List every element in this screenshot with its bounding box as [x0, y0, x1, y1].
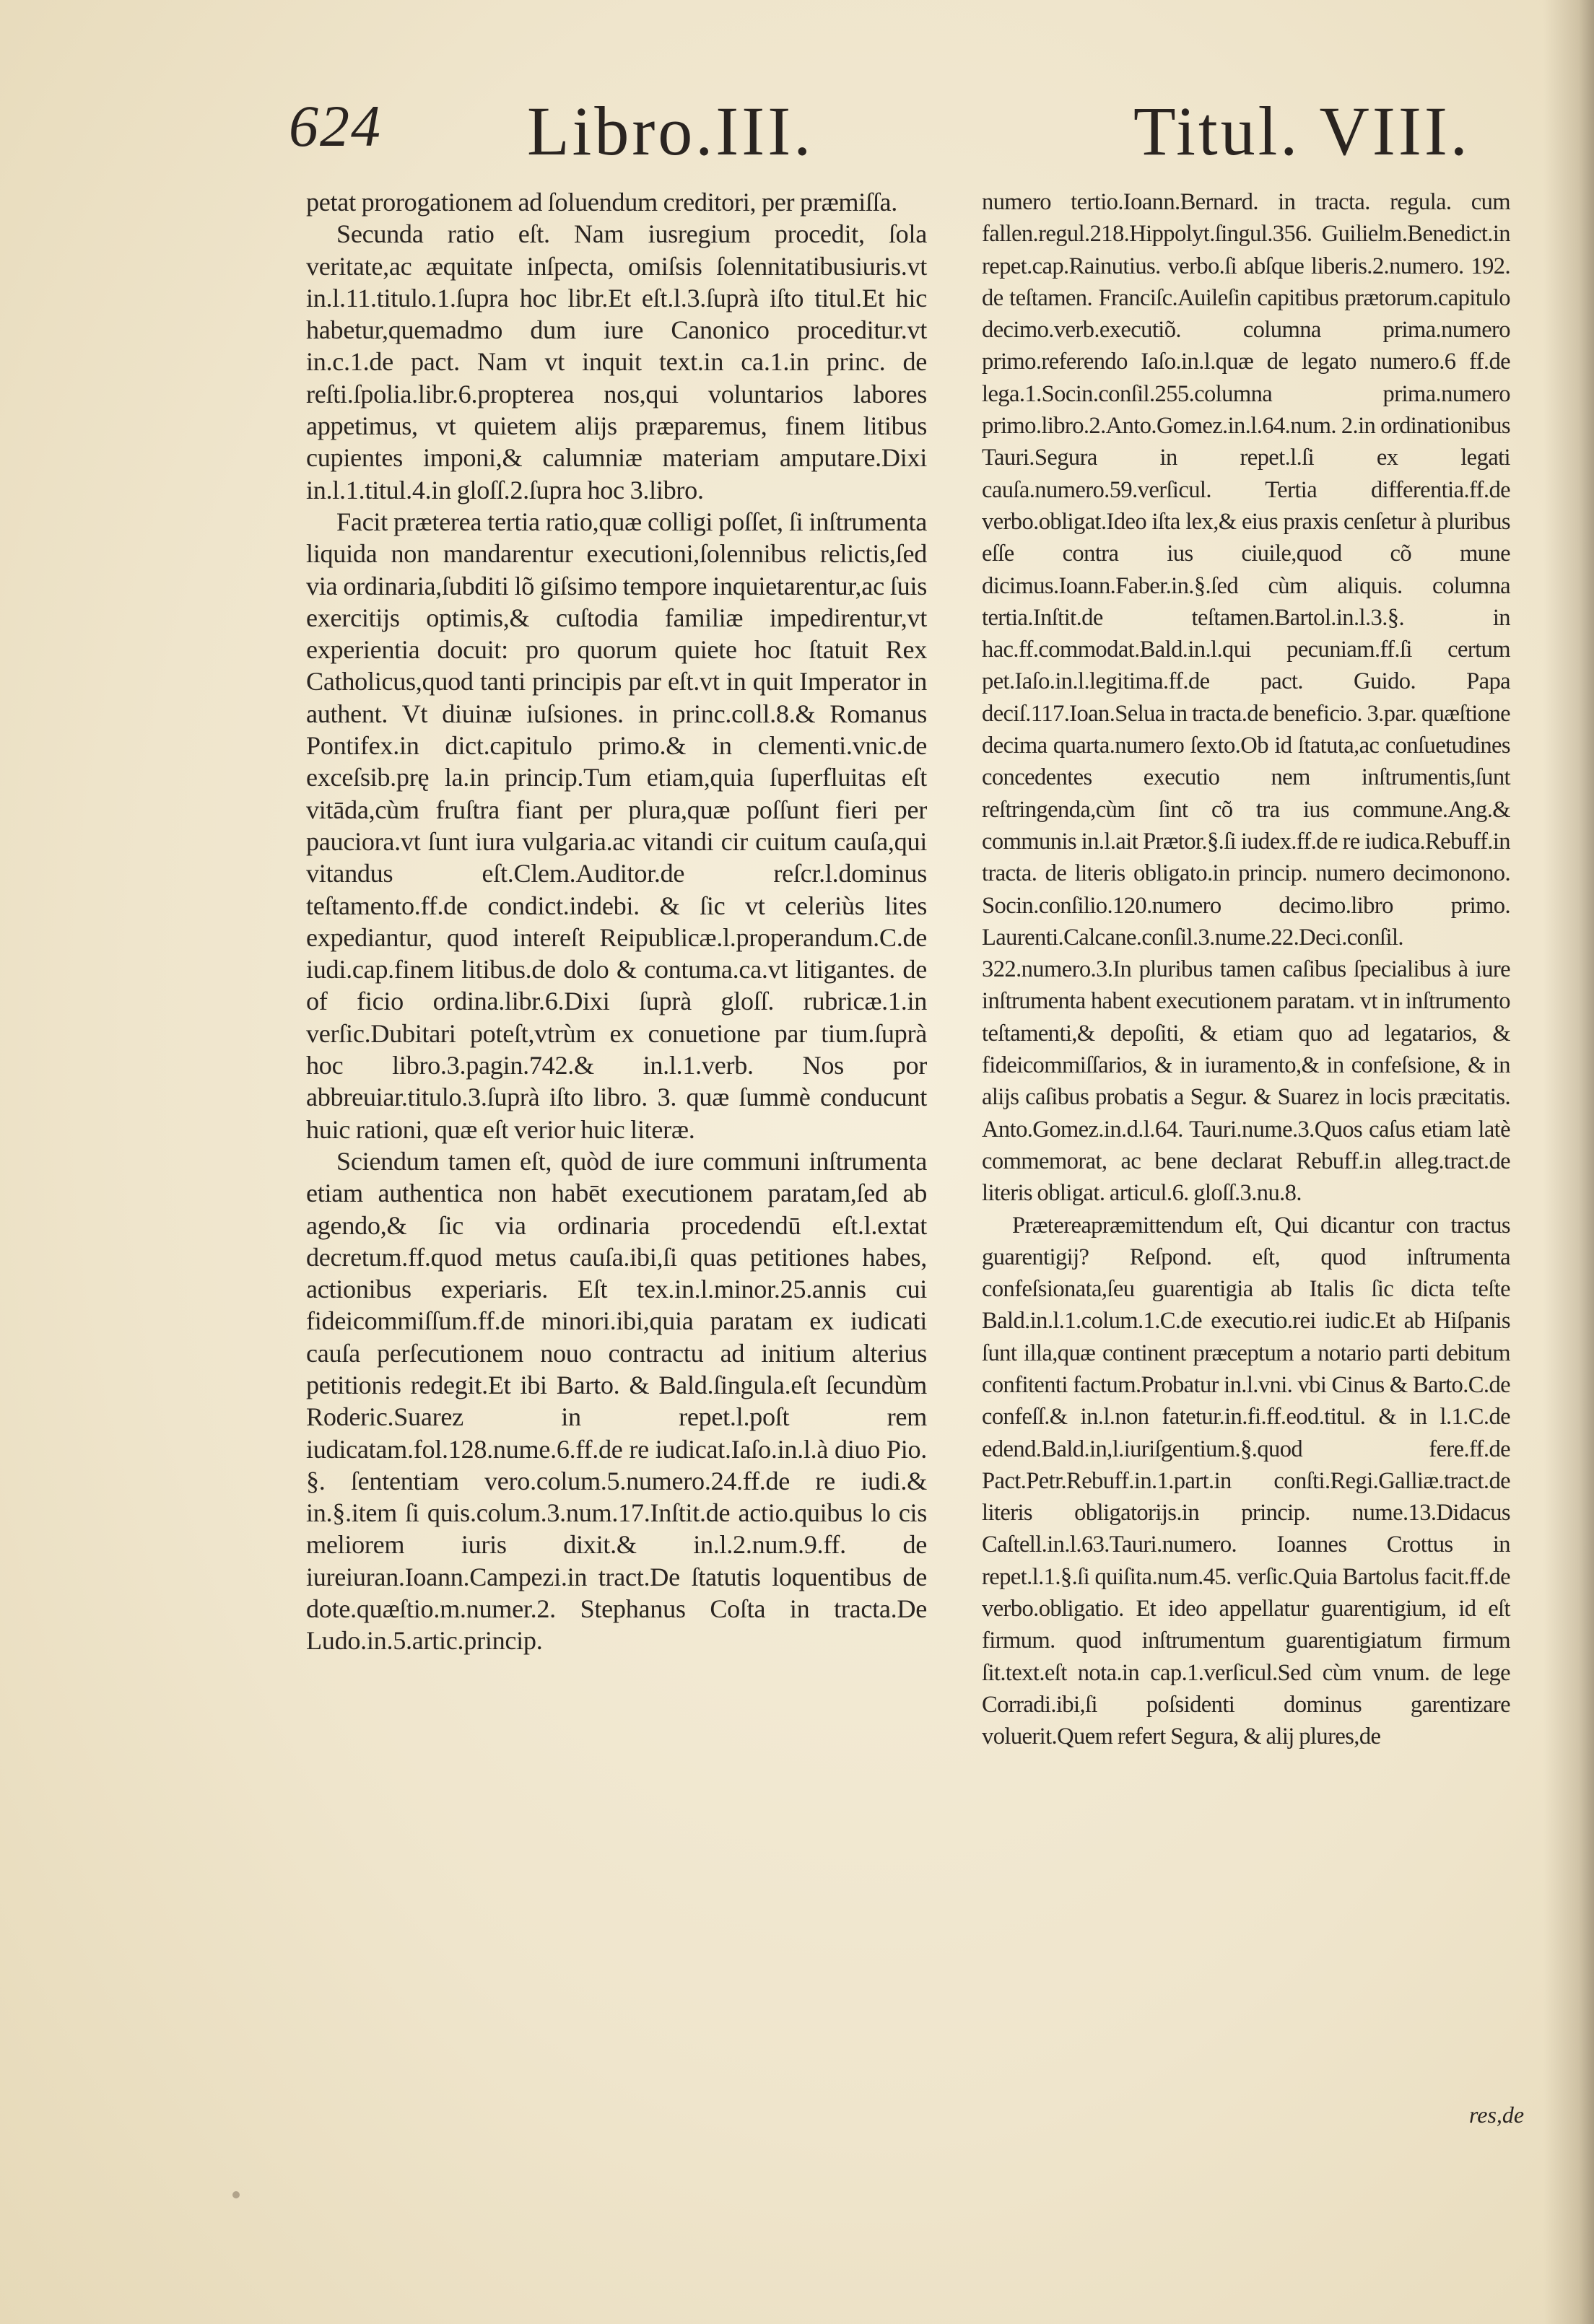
- page-number: 624: [289, 93, 382, 159]
- gutter-shadow: [1543, 0, 1594, 2324]
- left-column: [306, 186, 927, 1657]
- paper-speck: [232, 2191, 240, 2198]
- paragraph: petat prorogationem ad ſoluendum creditori, per præmiſſa.: [306, 188, 898, 217]
- running-header: [289, 78, 1480, 179]
- header-title: Titul. VIII.: [1133, 92, 1471, 170]
- paragraph: Secunda ratio eſt. Nam iusregium procedit, ſola veritate,ac æquitate inſpecta, omiſsis ſolennitatibusiuris.vt in.l.11.titulo.1.ſupra hoc libr.Et eſt.l.3.ſuprà iſto titul.Et hic habetur,quemadmo dum iure Canonico proceditur.vt in.c.1.de pact. Nam vt inquit text.in ca.1.in princ. de reſti.ſpolia.libr.6.propterea nos,qui voluntarios labores appetimus, vt quietem alijs præparemus, finem litibus cupientes imponi,& calumniæ materiam amputare.Dixi in.l.1.titul.4.in gloſſ.2.ſupra hoc 3.libro.: [306, 219, 927, 504]
- header-book: Libro.III.: [527, 92, 814, 170]
- catchword: res,de: [1469, 2102, 1525, 2128]
- paragraph: numero tertio.Ioann.Bernard. in tracta. regula. cum fallen.regul.218.Hippolyt.ſingul.356. Guilielm.Benedict.in repet.cap.Rainutius. verbo.ſi abſque liberis.2.numero. 192. de teſtamen. Franciſc.Auileſin capitibus prætorum.capitulo decimo.verb.executiõ. columna prima.numero primo.referendo Iaſo.in.l.quæ de legato numero.6 ff.de lega.1.Socin.conſil.255.columna prima.numero primo.libro.2.Anto.Gomez.in.l.64.num. 2.in ordinationibus Tauri.Segura in repet.l.ſi ex legati cauſa.numero.59.verſicul. Tertia differentia.ff.de verbo.obligat.Ideo iſta lex,& eius praxis cenſetur à pluribus eſſe contra ius ciuile,quod cõ mune dicimus.Ioann.Faber.in.§.ſed cùm aliquis. columna tertia.Inſtit.de teſtamen.Bartol.in.l.3.§. in hac.ff.commodat.Bald.in.l.qui pecuniam.ff.ſi certum pet.Iaſo.in.l.legitima.ff.de pact. Guido. Papa deciſ.117.Ioan.Selua in tracta.de beneficio. 3.par. quæſtione decima quarta.numero ſexto.Ob id ſtatuta,ac conſuetudines concedentes executio nem inſtrumentis,ſunt reſtringenda,cùm ſint cõ tra ius commune.Ang.& communis in.l.ait Prætor.§.ſi iudex.ff.de re iudica.Rebuff.in tracta. de literis obligato.in princip. numero decimonono. Socin.conſilio.120.numero decimo.libro primo. Laurenti.Calcane.conſil.3.nume.22.Deci.conſil. 322.numero.3.In pluribus tamen caſibus ſpecialibus à iure inſtrumenta habent executionem paratam. vt in inſtrumento teſtamenti,& depoſiti, & etiam quo ad legatarios, & fideicommiſſarios, & in iuramento,& in confeſsione, & in alijs caſibus probatis a Segur. & Suarez in locis præcitatis. Anto.Gomez.in.d.l.64. Tauri.nume.3.Quos caſus etiam latè commemorat, ac bene declarat Rebuff.in alleg.tract.de literis obligat. articul.6. gloſſ.3.nu.8.: [982, 189, 1510, 1207]
- right-column: [982, 186, 1510, 1753]
- paragraph: Facit præterea tertia ratio,quæ colligi poſſet, ſi inſtrumenta liquida non mandarentur executioni,ſolennibus relictis,ſed via ordinaria,ſubditi lõ giſsimo tempore inquietarentur,ac ſuis exercitijs optimis,& cuſtodia familiæ impedirentur,vt experientia docuit: pro quorum quiete hoc ſtatuit Rex Catholicus,quod tanti principis par eſt.vt in quit Imperator in authent. Vt diuinæ iuſsiones. in princ.coll.8.& Romanus Pontifex.in dict.capitulo primo.& in clementi.vnic.de exceſsib.prę la.in princip.Tum etiam,quia ſuperfluitas eſt vitāda,cùm fruſtra fiant per plura,quæ poſſunt fieri per pauciora.vt ſunt iura vulgaria.ac vitandi cir cuitum cauſa,qui vitandus eſt.Clem.Auditor.de reſcr.l.dominus teſtamento.ff.de condict.indebi. & ſic vt celeriùs lites expediantur, quod intereſt Reipublicæ.l.properandum.C.de iudi.cap.finem litibus.de dolo & contuma.ca.vt litigantes. de of ficio ordina.libr.6.Dixi ſuprà gloſſ. rubricæ.1.in verſic.Dubitari poteſt,vtrùm ex conuetione par tium.ſuprà hoc libro.3.pagin.742.& in.l.1.verb. Nos por abbreuiar.titulo.3.ſuprà iſto libro. 3. quæ ſummè conducunt huic rationi, quæ eſt verior huic literæ.: [306, 507, 927, 1144]
- paragraph: Prætereapræmittendum eſt, Qui dicantur con tractus guarentigij? Reſpond. eſt, quod inſtrumenta confeſsionata,ſeu guarentigia ab Italis ſic dicta teſte Bald.in.l.1.colum.1.C.de executio.rei iudic.Et ab Hiſpanis ſunt illa,quæ continent præceptum a notario parti debitum confitenti factum.Probatur in.l.vni. vbi Cinus & Barto.C.de confeſſ.& in.l.non fatetur.in.fi.ff.eod.titul. & in l.1.C.de edend.Bald.in,l.iuriſgentium.§.quod fere.ff.de Pact.Petr.Rebuff.in.1.part.in conſti.Regi.Galliæ.tract.de literis obligatorijs.in princip. nume.13.Didacus Caſtell.in.l.63.Tauri.numero. Ioannes Crottus in repet.l.1.§.ſi quiſita.num.45. verſic.Quia Bartolus facit.ff.de verbo.obligatio. Et ideo appellatur guarentigium, id eſt firmum. quod inſtrumentum guarentigiatum firmum ſit.text.eſt nota.in cap.1.verſicul.Sed cùm vnum. de lege Corradi.ibi,ſi poſsidenti dominus garentizare voluerit.Quem refert Segura, & alij plures,de: [982, 1212, 1510, 1750]
- paragraph: Sciendum tamen eſt, quòd de iure communi inſtrumenta etiam authentica non habēt executionem paratam,ſed ab agendo,& ſic via ordinaria procedendū eſt.l.extat decretum.ff.quod metus cauſa.ibi,ſi quas petitiones habes, actionibus experiaris. Eſt tex.in.l.minor.25.annis cui fideicommiſſum.ff.de minori.ibi,quia paratam ex iudicati cauſa perſecutionem nouo contractu ad initium alterius petitionis redegit.Et ibi Barto. & Bald.ſingula.eſt ſecundùm Roderic.Suarez in repet.l.poſt rem iudicatam.fol.128.nume.6.ff.de re iudicat.Iaſo.in.l.à diuo Pio. §. ſententiam vero.colum.5.numero.24.ff.de re iudi.& in.§.item ſi quis.colum.3.num.17.Inſtit.de actio.quibus lo cis meliorem iuris dixit.& in.l.2.num.9.ff. de iureiuran.Ioann.Campezi.in tract.De ſtatutis loquentibus de dote.quæſtio.m.numer.2. Stephanus Coſta in tracta.De Ludo.in.5.artic.princip.: [306, 1146, 927, 1656]
